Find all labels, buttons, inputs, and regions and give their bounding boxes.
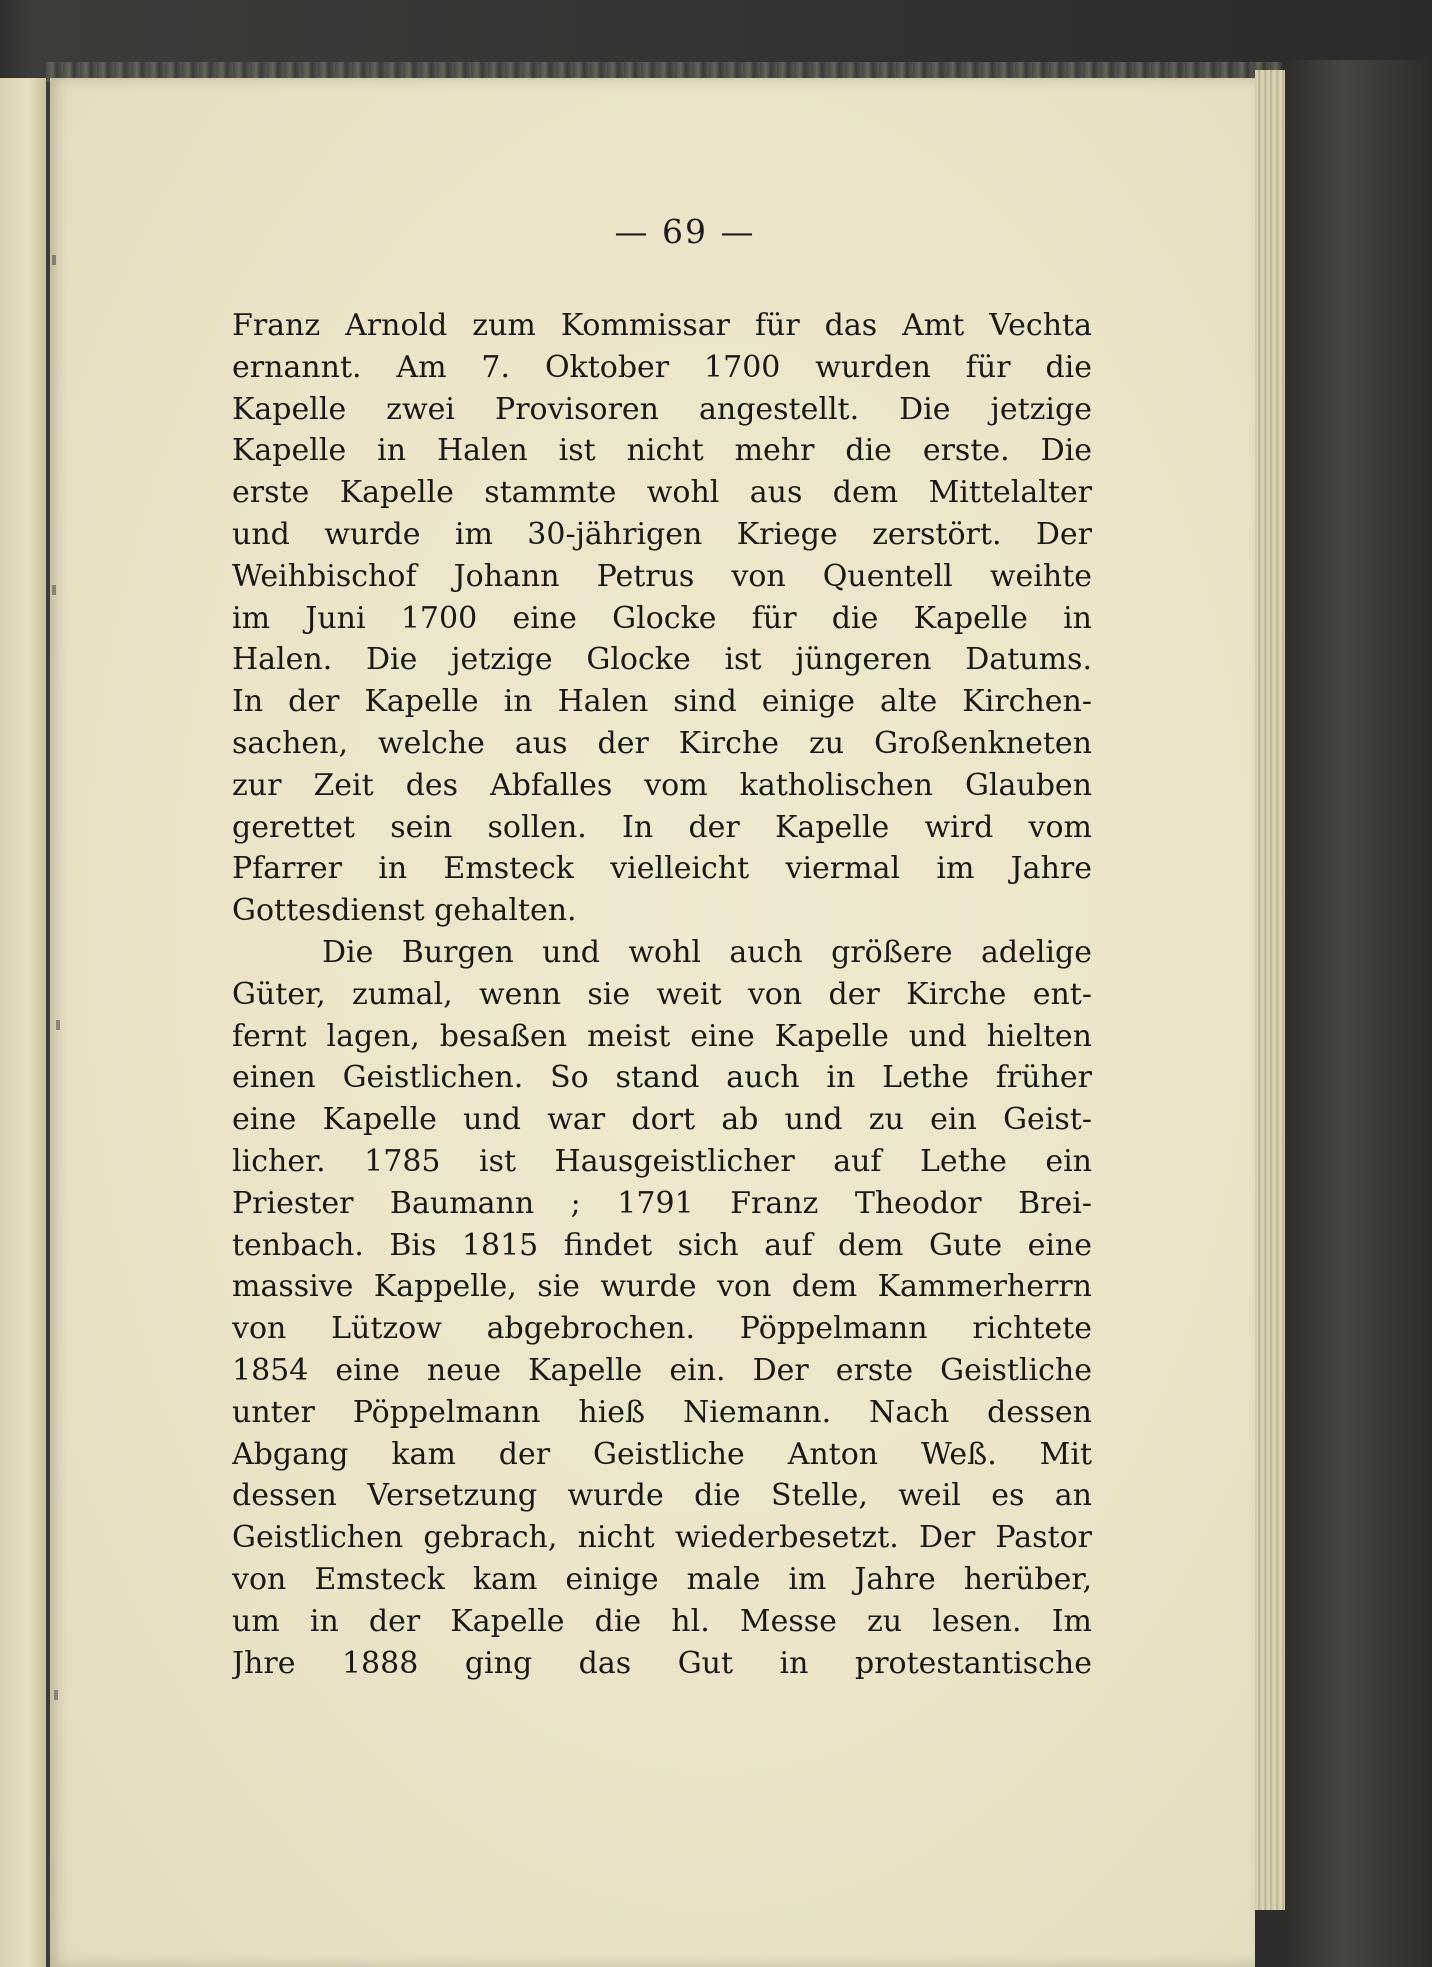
book-cover-edge bbox=[1285, 60, 1432, 1967]
text-line: gerettet sein sollen. In der Kapelle wird vom bbox=[232, 809, 1092, 845]
text-line: Die Burgen und wohl auch größere adelige bbox=[322, 934, 1092, 970]
text-line: von Emsteck kam einige male im Jahre herüber, bbox=[232, 1561, 1092, 1597]
text-line: unter Pöppelmann hieß Niemann. Nach dessen bbox=[232, 1394, 1092, 1430]
text-line: zur Zeit des Abfalles vom katholischen Glauben bbox=[232, 767, 1092, 803]
text-line: erste Kapelle stammte wohl aus dem Mittelalter bbox=[232, 475, 1092, 511]
text-line: ernannt. Am 7. Oktober 1700 wurden für die bbox=[232, 349, 1092, 385]
scan-speck bbox=[54, 1690, 58, 1700]
page-number: — 69 — bbox=[614, 212, 756, 251]
text-line: Gottesdienst gehalten. bbox=[232, 893, 577, 929]
body-text bbox=[232, 305, 1092, 1684]
text-line: Abgang kam der Geistliche Anton Weß. Mit bbox=[232, 1436, 1092, 1472]
text-line: tenbach. Bis 1815 findet sich auf dem Gute eine bbox=[232, 1227, 1092, 1263]
text-line: Kapelle in Halen ist nicht mehr die erste. Die bbox=[232, 433, 1092, 469]
text-line: massive Kappelle, sie wurde von dem Kammerherrn bbox=[232, 1269, 1092, 1305]
text-line: Geistlichen gebrach, nicht wiederbesetzt. Der Pastor bbox=[232, 1520, 1092, 1556]
text-line: sachen, welche aus der Kirche zu Großenkneten bbox=[232, 725, 1092, 761]
page-stack-edge bbox=[1255, 70, 1285, 1910]
text-line: Halen. Die jetzige Glocke ist jüngeren Datums. bbox=[232, 642, 1092, 678]
text-line: In der Kapelle in Halen sind einige alte Kirchen- bbox=[232, 684, 1092, 720]
text-line: Pfarrer in Emsteck vielleicht viermal im Jahre bbox=[232, 851, 1092, 887]
scan-speck bbox=[56, 1020, 60, 1030]
text-line: Güter, zumal, wenn sie weit von der Kirche ent- bbox=[232, 976, 1092, 1012]
scan-speck bbox=[52, 255, 56, 265]
text-line: Kapelle zwei Provisoren angestellt. Die jetzige bbox=[232, 391, 1092, 427]
text-line: Franz Arnold zum Kommissar für das Amt Vechta bbox=[232, 308, 1092, 343]
text-line: Weihbischof Johann Petrus von Quentell weihte bbox=[232, 558, 1092, 594]
left-page-edge bbox=[0, 78, 46, 1967]
text-line: im Juni 1700 eine Glocke für die Kapelle in bbox=[232, 600, 1092, 636]
text-line: dessen Versetzung wurde die Stelle, weil es an bbox=[232, 1478, 1092, 1514]
text-line: einen Geistlichen. So stand auch in Lethe früher bbox=[232, 1060, 1092, 1096]
text-line: licher. 1785 ist Hausgeistlicher auf Lethe ein bbox=[232, 1143, 1092, 1179]
text-line: von Lützow abgebrochen. Pöppelmann richtete bbox=[232, 1311, 1092, 1347]
text-line: Jhre 1888 ging das Gut in protestantische bbox=[232, 1645, 1092, 1681]
text-line: Priester Baumann ; 1791 Franz Theodor Brei- bbox=[232, 1185, 1092, 1221]
text-line: und wurde im 30-jährigen Kriege zerstört. Der bbox=[232, 516, 1092, 552]
text-line: fernt lagen, besaßen meist eine Kapelle und hielten bbox=[232, 1018, 1092, 1054]
text-line: eine Kapelle und war dort ab und zu ein Geist- bbox=[232, 1102, 1092, 1138]
scan-speck bbox=[52, 585, 56, 595]
text-line: 1854 eine neue Kapelle ein. Der erste Geistliche bbox=[232, 1352, 1092, 1388]
text-line: um in der Kapelle die hl. Messe zu lesen. Im bbox=[232, 1603, 1092, 1639]
